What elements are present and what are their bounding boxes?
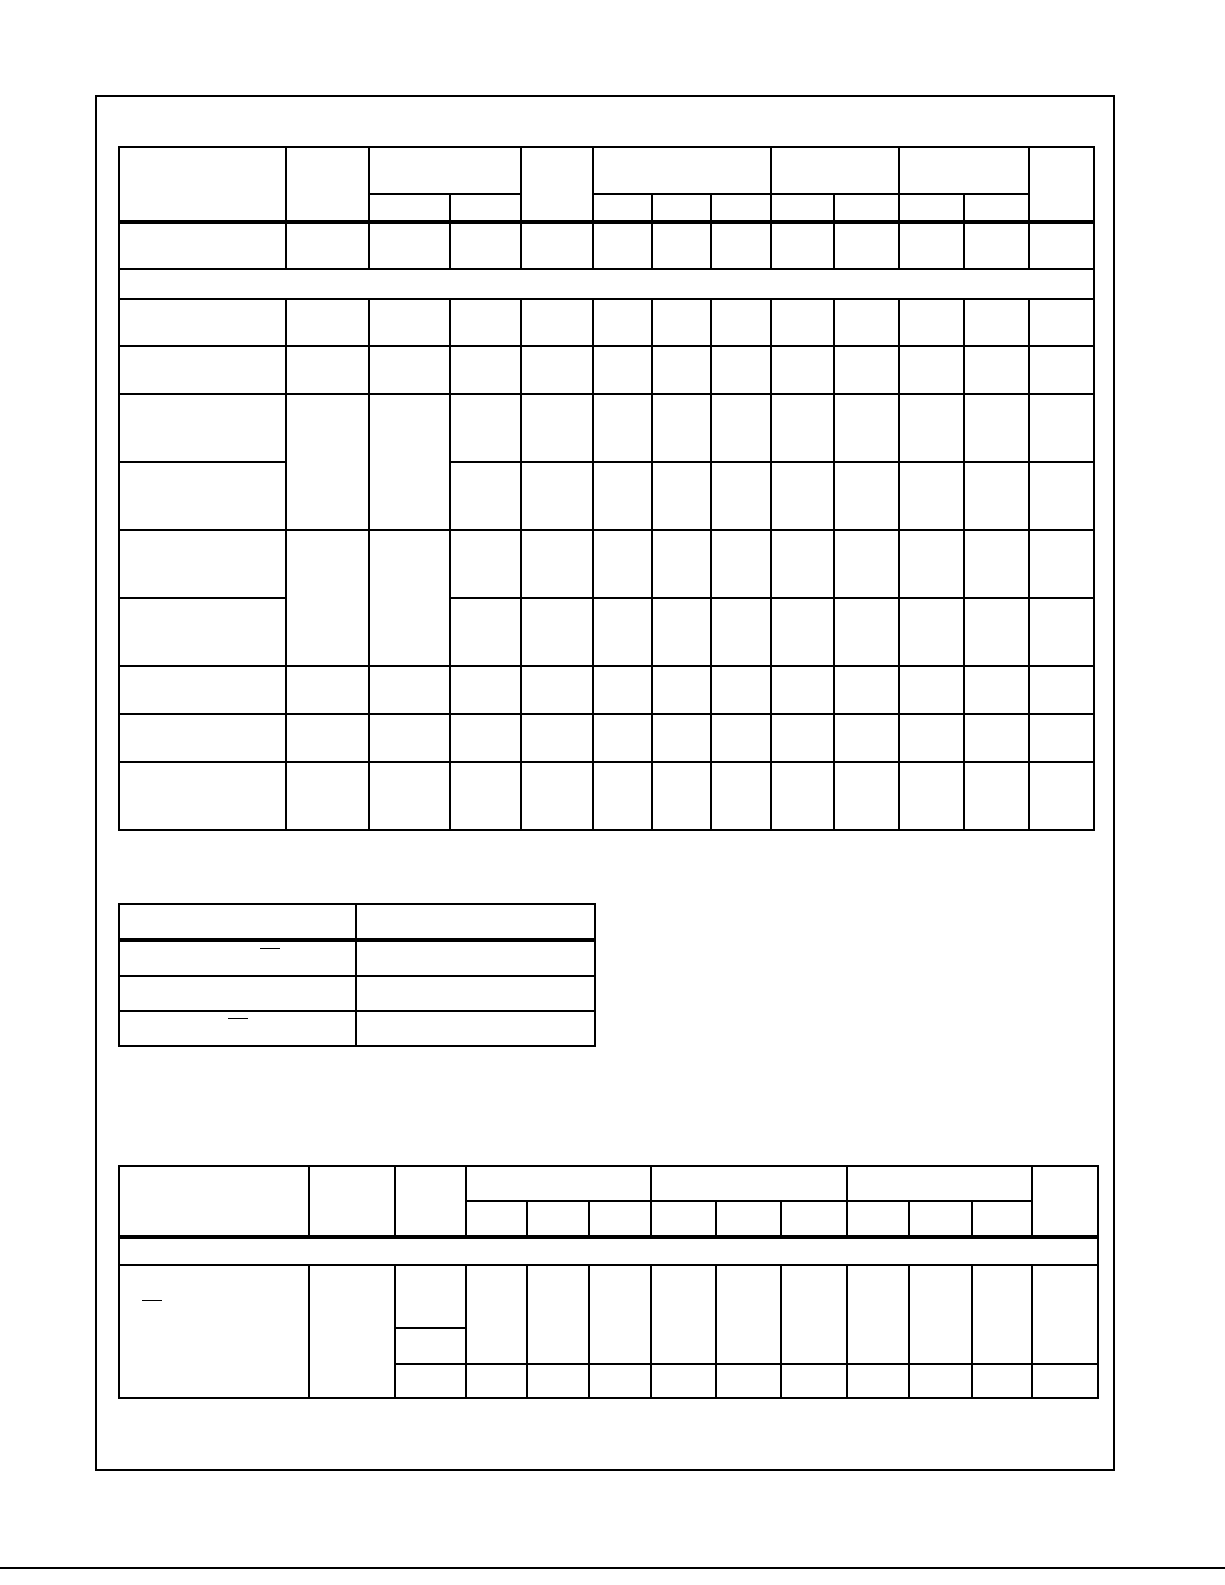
header-cell	[1032, 1166, 1098, 1237]
table-cell	[711, 598, 771, 666]
table-cell	[119, 598, 286, 666]
table-cell	[834, 462, 899, 530]
table-cell	[119, 714, 286, 762]
table-cell	[834, 299, 899, 346]
table-cell	[652, 462, 711, 530]
table-cell	[450, 299, 521, 346]
table-cell	[1029, 462, 1094, 530]
table-cell	[119, 346, 286, 394]
table-cell	[771, 222, 834, 269]
table-cell	[652, 714, 711, 762]
header-cell	[286, 147, 369, 222]
table-cell	[834, 222, 899, 269]
merged-cell	[369, 530, 450, 666]
table-cell	[899, 666, 964, 714]
page-bottom-rule	[0, 1567, 1225, 1569]
table-cell	[652, 598, 711, 666]
table-cell	[1029, 222, 1094, 269]
overline-mark	[260, 948, 280, 949]
table-cell	[781, 1364, 847, 1398]
subheader-cell	[450, 194, 521, 222]
header-cell	[521, 147, 593, 222]
table-cell	[1029, 394, 1094, 462]
merged-cell	[589, 1265, 651, 1364]
subheader-cell	[909, 1201, 972, 1237]
table-cell	[711, 346, 771, 394]
subheader-cell	[527, 1201, 589, 1237]
table-cell	[593, 222, 652, 269]
table-cell	[1029, 299, 1094, 346]
subheader-cell	[716, 1201, 781, 1237]
table-cell	[652, 346, 711, 394]
table-cell	[286, 762, 369, 830]
subheader-cell	[711, 194, 771, 222]
subheader-cell	[964, 194, 1029, 222]
table-cell	[964, 462, 1029, 530]
table-cell	[119, 976, 356, 1011]
table-cell	[771, 666, 834, 714]
table-cell	[369, 299, 450, 346]
table-cell	[972, 1364, 1032, 1398]
table-cell	[119, 299, 286, 346]
merged-cell	[309, 1265, 395, 1398]
table-cell	[119, 222, 286, 269]
table-cell	[593, 462, 652, 530]
merged-cell	[1032, 1265, 1098, 1364]
header-group-cell	[771, 147, 899, 194]
table-cell	[1029, 530, 1094, 598]
table-cell	[450, 462, 521, 530]
table-cell	[521, 666, 593, 714]
table-cell	[711, 462, 771, 530]
overline-mark	[228, 1018, 248, 1019]
table-cell	[964, 762, 1029, 830]
table-cell	[356, 940, 595, 976]
table-cell	[847, 1364, 909, 1398]
table-cell	[834, 394, 899, 462]
table-cell	[369, 222, 450, 269]
table-cell	[834, 598, 899, 666]
table-cell	[521, 222, 593, 269]
table-cell	[711, 714, 771, 762]
table-cell	[964, 394, 1029, 462]
table-cell	[899, 394, 964, 462]
subheader-cell	[651, 1201, 716, 1237]
table-cell	[521, 762, 593, 830]
table-cell	[711, 666, 771, 714]
table-cell	[834, 762, 899, 830]
table-3	[118, 1165, 1099, 1399]
table-cell	[369, 714, 450, 762]
table-cell	[899, 598, 964, 666]
table-cell	[771, 598, 834, 666]
table-cell	[899, 714, 964, 762]
merged-cell	[466, 1265, 527, 1364]
subheader-cell	[847, 1201, 909, 1237]
table-cell	[652, 762, 711, 830]
table-cell	[593, 762, 652, 830]
table-cell	[964, 222, 1029, 269]
table-cell	[119, 530, 286, 598]
table-cell	[356, 1011, 595, 1046]
table-cell	[899, 222, 964, 269]
table-cell	[652, 222, 711, 269]
table-cell	[521, 299, 593, 346]
overline-mark	[142, 1300, 162, 1301]
table-cell	[652, 299, 711, 346]
table-cell	[593, 530, 652, 598]
subheader-cell	[771, 194, 834, 222]
table-cell	[119, 762, 286, 830]
table-cell	[521, 530, 593, 598]
header-cell	[356, 904, 595, 940]
header-cell	[1029, 147, 1094, 222]
subheader-cell	[593, 194, 652, 222]
table-cell	[466, 1364, 527, 1398]
table-cell	[964, 346, 1029, 394]
table-cell	[1029, 598, 1094, 666]
table-cell	[521, 462, 593, 530]
table-cell	[899, 762, 964, 830]
table-cell	[711, 530, 771, 598]
table-cell	[450, 666, 521, 714]
merged-cell	[781, 1265, 847, 1364]
table-cell	[771, 346, 834, 394]
table-cell	[450, 714, 521, 762]
table-cell	[771, 462, 834, 530]
table-cell	[593, 666, 652, 714]
table-cell	[593, 598, 652, 666]
merged-cell	[286, 394, 369, 530]
subheader-cell	[589, 1201, 651, 1237]
table-cell	[771, 530, 834, 598]
table-cell	[521, 598, 593, 666]
table-cell	[834, 346, 899, 394]
table-cell	[119, 1011, 356, 1046]
merged-cell	[286, 530, 369, 666]
table-cell	[834, 714, 899, 762]
table-cell	[527, 1364, 589, 1398]
table-cell	[1029, 714, 1094, 762]
table-cell	[899, 299, 964, 346]
table-cell	[286, 714, 369, 762]
table-cell	[964, 598, 1029, 666]
merged-cell	[716, 1265, 781, 1364]
table-cell	[521, 394, 593, 462]
merged-cell	[527, 1265, 589, 1364]
table-cell	[711, 299, 771, 346]
subheader-cell	[834, 194, 899, 222]
table-cell	[369, 762, 450, 830]
table-cell	[450, 762, 521, 830]
merged-cell	[651, 1265, 716, 1364]
table-cell	[771, 394, 834, 462]
table-cell	[119, 666, 286, 714]
table-cell	[711, 222, 771, 269]
table-cell	[1029, 762, 1094, 830]
table-cell	[395, 1265, 466, 1328]
table-cell	[369, 346, 450, 394]
table-cell	[899, 530, 964, 598]
header-group-cell	[899, 147, 1029, 194]
merged-cell	[909, 1265, 972, 1364]
header-group-cell	[847, 1166, 1032, 1201]
table-cell	[450, 346, 521, 394]
table-cell	[899, 346, 964, 394]
table-cell	[964, 714, 1029, 762]
table-1	[118, 146, 1095, 831]
table-cell	[450, 530, 521, 598]
table-cell	[450, 394, 521, 462]
table-cell	[119, 462, 286, 530]
table-cell	[119, 394, 286, 462]
table-cell	[450, 222, 521, 269]
subheader-cell	[781, 1201, 847, 1237]
section-row-cell	[119, 1237, 1098, 1265]
table-cell	[834, 666, 899, 714]
header-group-cell	[369, 147, 521, 194]
table-cell	[1029, 666, 1094, 714]
subheader-cell	[369, 194, 450, 222]
header-cell	[395, 1166, 466, 1237]
table-cell	[593, 714, 652, 762]
table-cell	[593, 394, 652, 462]
table-cell	[899, 462, 964, 530]
table-cell	[286, 346, 369, 394]
table-cell	[652, 530, 711, 598]
table-cell	[652, 394, 711, 462]
table-cell	[369, 666, 450, 714]
table-cell	[716, 1364, 781, 1398]
table-cell	[521, 714, 593, 762]
merged-cell	[847, 1265, 909, 1364]
table-2	[118, 903, 596, 1047]
section-row-cell	[119, 269, 1094, 299]
table-cell	[771, 299, 834, 346]
table-cell	[964, 299, 1029, 346]
table-cell	[771, 714, 834, 762]
merged-cell	[972, 1265, 1032, 1364]
table-cell	[395, 1364, 466, 1398]
table-cell	[119, 940, 356, 976]
table-cell	[964, 666, 1029, 714]
header-cell	[119, 147, 286, 222]
table-cell	[651, 1364, 716, 1398]
table-cell	[450, 598, 521, 666]
table-cell	[711, 394, 771, 462]
header-group-cell	[593, 147, 771, 194]
table-cell	[711, 762, 771, 830]
table-cell	[652, 666, 711, 714]
table-cell	[521, 346, 593, 394]
table-cell	[593, 346, 652, 394]
table-cell	[356, 976, 595, 1011]
table-cell	[286, 222, 369, 269]
subheader-cell	[652, 194, 711, 222]
subheader-cell	[466, 1201, 527, 1237]
merged-cell	[119, 1265, 309, 1398]
table-cell	[909, 1364, 972, 1398]
header-group-cell	[466, 1166, 651, 1201]
header-cell	[119, 1166, 309, 1237]
header-group-cell	[651, 1166, 847, 1201]
table-cell	[593, 299, 652, 346]
merged-cell	[369, 394, 450, 530]
table-cell	[964, 530, 1029, 598]
table-cell	[1029, 346, 1094, 394]
table-cell	[1032, 1364, 1098, 1398]
subheader-cell	[972, 1201, 1032, 1237]
subheader-cell	[899, 194, 964, 222]
table-cell	[589, 1364, 651, 1398]
header-cell	[119, 904, 356, 940]
header-cell	[309, 1166, 395, 1237]
table-cell	[395, 1328, 466, 1364]
table-cell	[286, 299, 369, 346]
table-cell	[834, 530, 899, 598]
table-cell	[286, 666, 369, 714]
table-cell	[771, 762, 834, 830]
